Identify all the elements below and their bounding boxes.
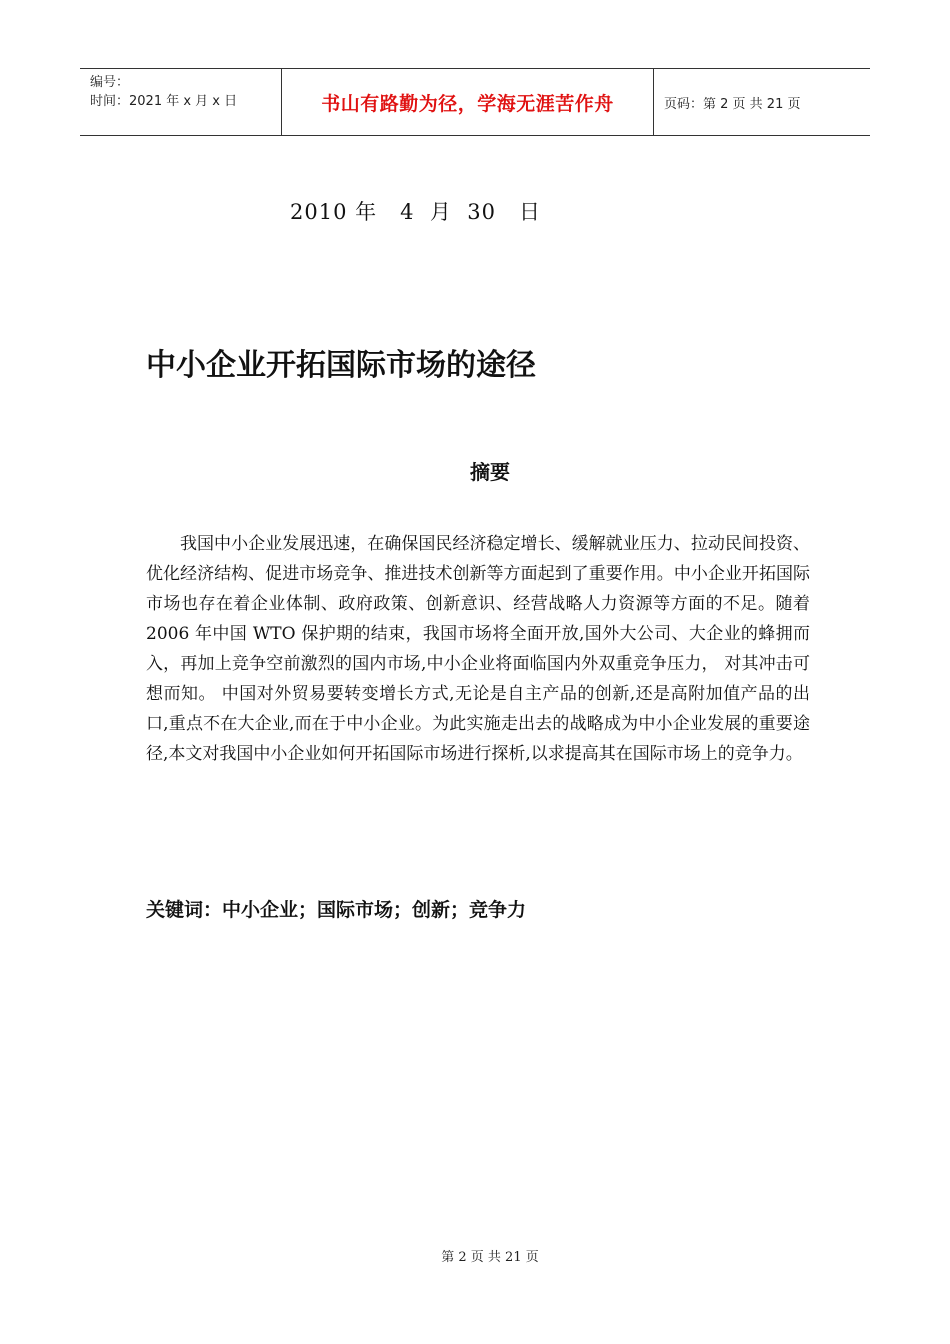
serial-number-label: 编号： (90, 75, 130, 90)
document-header (80, 68, 870, 136)
footer-page-number: 第 2 页 共 21 页 (441, 1250, 539, 1265)
time-label: 时间：2021 年 x 月 x 日 (90, 94, 238, 109)
abstract-heading: 摘要 (470, 460, 510, 484)
page-info-text: 页码：第 2 页 共 21 页 (664, 96, 801, 112)
header-meta (80, 69, 281, 135)
document-title: 中小企业开拓国际市场的途径 (146, 348, 536, 383)
keywords-line: 关键词：中小企业；国际市场；创新；竞争力 (146, 899, 527, 921)
motto-text: 书山有路勤为径，学海无涯苦作舟 (321, 92, 614, 115)
header-page-info (654, 69, 870, 135)
page-footer (0, 1246, 950, 1265)
document-date: 2010 年 4 月 30 日 (290, 200, 541, 224)
abstract-paragraph: 我国中小企业发展迅速，在确保国民经济稳定增长、缓解就业压力、拉动民间投资、优化经济结构、促进市场竞争、推进技术创新等方面起到了重要作用。中小企业开拓国际市场也存在着企业体制、政府政策、创新意识、经营战略人力资源等方面的不足。随着 2006 年中国 WTO 保护期的结束，我国市场将全面开放,国外大公司、大企业的蜂拥而入，再加上竞争空前激烈的国内市场,中小企业将面临国内外双重竞争压力， 对其冲击可想而知。 中国对外贸易要转变增长方式,无论是自主产品的创新,还是高附加值产品的出口,重点不在大企业,而在于中小企业。为此实施走出去的战略成为中小企业发展的重要途径,本文对我国中小企业如何开拓国际市场进行探析,以求提高其在国际市场上的竞争力。 (146, 534, 810, 764)
header-motto (281, 69, 654, 135)
